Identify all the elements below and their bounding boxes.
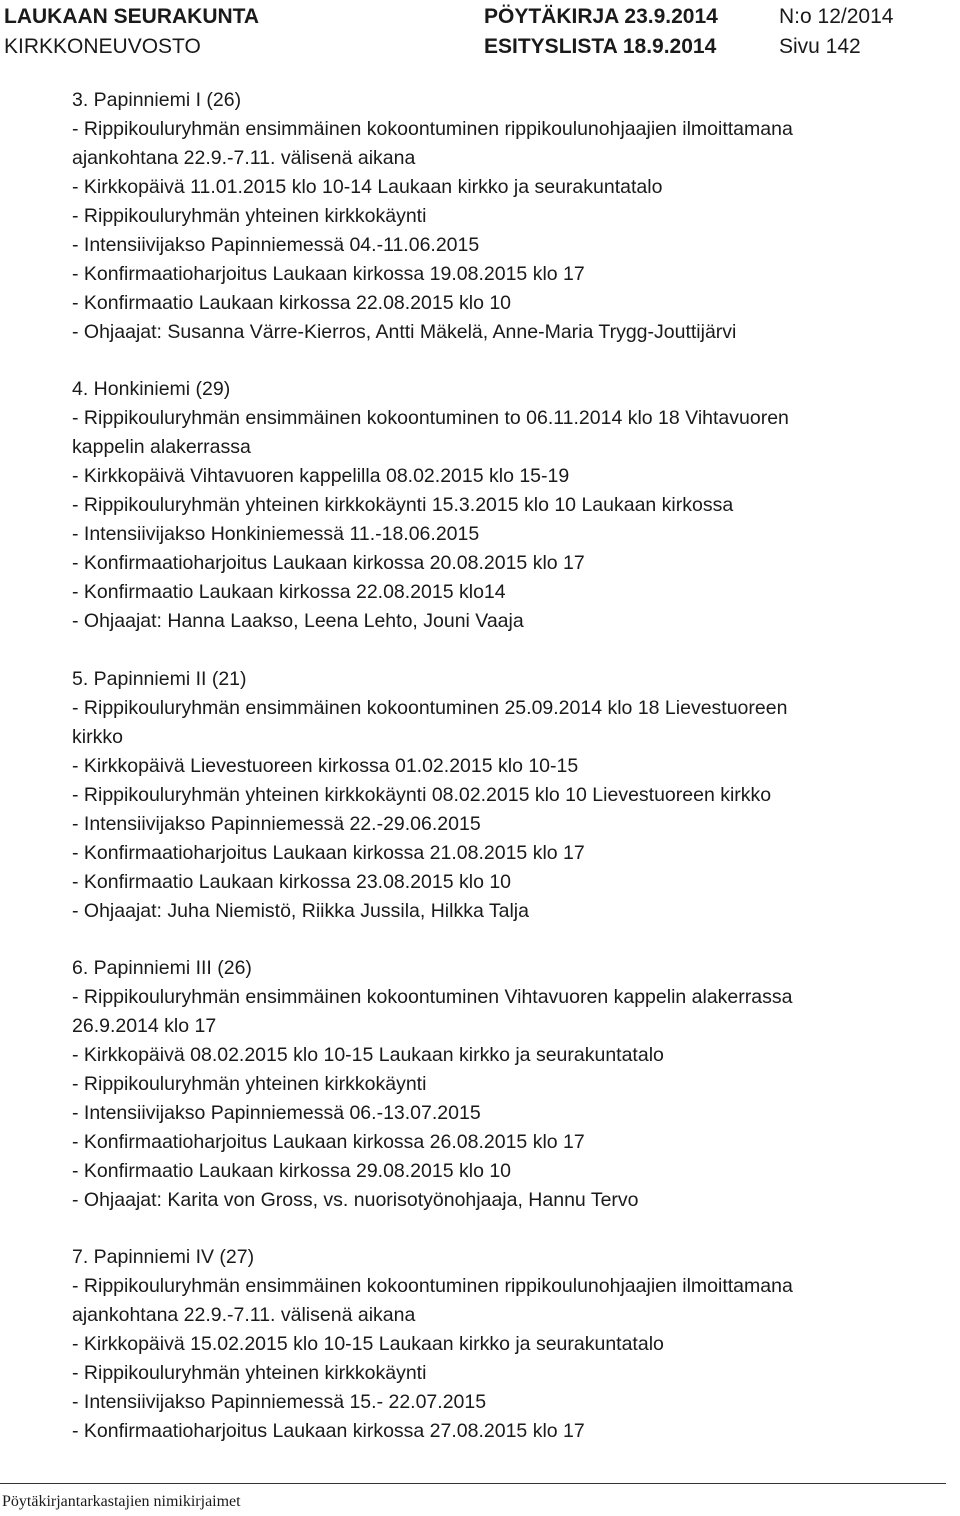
- schedule-line: - Intensiivijakso Papinniemessä 06.-13.07.2015: [72, 1101, 481, 1124]
- confirmation-group-section: [72, 86, 952, 347]
- section-title: 4. Honkiniemi (29): [72, 378, 231, 401]
- schedule-line: - Ohjaajat: Karita von Gross, vs. nuorisotyönohjaaja, Hannu Tervo: [72, 1188, 639, 1211]
- schedule-line: - Intensiivijakso Papinniemessä 15.- 22.07.2015: [72, 1391, 487, 1414]
- schedule-line: - Kirkkopäivä 08.02.2015 klo 10-15 Laukaan kirkko ja seurakuntatalo: [72, 1043, 664, 1066]
- schedule-line: - Rippikouluryhmän yhteinen kirkkokäynti 08.02.2015 klo 10 Lievestuoreen kirkko: [72, 783, 772, 806]
- minutes-date: PÖYTÄKIRJA 23.9.2014: [484, 5, 718, 28]
- section-title: 6. Papinniemi III (26): [72, 956, 252, 979]
- footer-divider: [0, 1483, 946, 1484]
- schedule-line: - Rippikouluryhmän yhteinen kirkkokäynti 15.3.2015 klo 10 Laukaan kirkossa: [72, 494, 734, 517]
- schedule-line: kirkko: [72, 725, 123, 748]
- schedule-line: ajankohtana 22.9.-7.11. välisenä aikana: [72, 147, 416, 169]
- schedule-line: - Rippikouluryhmän ensimmäinen kokoontuminen 25.09.2014 klo 18 Lievestuoreen: [72, 696, 788, 719]
- section-title: 3. Papinniemi I (26): [72, 89, 242, 111]
- schedule-line: - Rippikouluryhmän yhteinen kirkkokäynti: [72, 205, 427, 227]
- schedule-line: - Rippikouluryhmän ensimmäinen kokoontuminen rippikoulunohjaajien ilmoittamana: [72, 118, 793, 140]
- org-name: LAUKAAN SEURAKUNTA: [4, 5, 260, 28]
- agenda-date: ESITYSLISTA 18.9.2014: [484, 35, 717, 58]
- schedule-line: - Ohjaajat: Susanna Värre-Kierros, Antti Mäkelä, Anne-Maria Trygg-Jouttijärvi: [72, 321, 737, 343]
- schedule-line: - Konfirmaatioharjoitus Laukaan kirkossa 21.08.2015 klo 17: [72, 841, 585, 864]
- schedule-line: - Rippikouluryhmän ensimmäinen kokoontuminen Vihtavuoren kappelin alakerrassa: [72, 985, 793, 1008]
- page-header: [0, 0, 960, 66]
- schedule-line: - Ohjaajat: Juha Niemistö, Riikka Jussila, Hilkka Talja: [72, 899, 529, 922]
- schedule-line: - Konfirmaatio Laukaan kirkossa 22.08.2015 klo 10: [72, 292, 512, 314]
- schedule-line: - Intensiivijakso Honkiniemessä 11.-18.06.2015: [72, 523, 480, 546]
- confirmation-group-section: [72, 375, 952, 636]
- schedule-line: kappelin alakerrassa: [72, 436, 251, 459]
- schedule-line: - Kirkkopäivä 11.01.2015 klo 10-14 Laukaan kirkko ja seurakuntatalo: [72, 176, 663, 198]
- schedule-line: - Konfirmaatioharjoitus Laukaan kirkossa 27.08.2015 klo 17: [72, 1420, 585, 1443]
- schedule-line: - Konfirmaatioharjoitus Laukaan kirkossa 26.08.2015 klo 17: [72, 1130, 585, 1153]
- schedule-line: - Rippikouluryhmän ensimmäinen kokoontuminen rippikoulunohjaajien ilmoittamana: [72, 1275, 793, 1298]
- schedule-line: - Ohjaajat: Hanna Laakso, Leena Lehto, Jouni Vaaja: [72, 610, 524, 633]
- schedule-line: - Konfirmaatio Laukaan kirkossa 23.08.2015 klo 10: [72, 870, 512, 893]
- schedule-line: - Konfirmaatioharjoitus Laukaan kirkossa 20.08.2015 klo 17: [72, 552, 585, 575]
- document-number: N:o 12/2014: [779, 5, 894, 28]
- board-name: KIRKKONEUVOSTO: [4, 35, 201, 58]
- footer-initials-label: Pöytäkirjantarkastajien nimikirjaimet: [2, 1493, 241, 1510]
- schedule-line: - Rippikouluryhmän ensimmäinen kokoontuminen to 06.11.2014 klo 18 Vihtavuoren: [72, 407, 789, 430]
- section-title: 5. Papinniemi II (21): [72, 667, 247, 690]
- page-number: Sivu 142: [779, 35, 861, 58]
- schedule-line: - Konfirmaatio Laukaan kirkossa 29.08.2015 klo 10: [72, 1159, 512, 1182]
- schedule-line: - Kirkkopäivä Vihtavuoren kappelilla 08.02.2015 klo 15-19: [72, 465, 570, 488]
- confirmation-group-section: [72, 665, 952, 926]
- schedule-line: - Rippikouluryhmän yhteinen kirkkokäynti: [72, 1362, 427, 1385]
- schedule-line: - Intensiivijakso Papinniemessä 04.-11.06.2015: [72, 234, 480, 256]
- schedule-line: ajankohtana 22.9.-7.11. välisenä aikana: [72, 1304, 416, 1327]
- schedule-line: - Kirkkopäivä 15.02.2015 klo 10-15 Laukaan kirkko ja seurakuntatalo: [72, 1333, 664, 1356]
- schedule-line: - Rippikouluryhmän yhteinen kirkkokäynti: [72, 1072, 427, 1095]
- confirmation-group-section: [72, 1243, 952, 1446]
- schedule-line: 26.9.2014 klo 17: [72, 1014, 217, 1037]
- schedule-line: - Konfirmaatioharjoitus Laukaan kirkossa 19.08.2015 klo 17: [72, 263, 585, 285]
- schedule-line: - Kirkkopäivä Lievestuoreen kirkossa 01.02.2015 klo 10-15: [72, 754, 579, 777]
- confirmation-group-section: [72, 954, 952, 1215]
- document-body: [72, 86, 952, 1446]
- section-title: 7. Papinniemi IV (27): [72, 1246, 255, 1269]
- schedule-line: - Intensiivijakso Papinniemessä 22.-29.06.2015: [72, 812, 481, 835]
- schedule-line: - Konfirmaatio Laukaan kirkossa 22.08.2015 klo14: [72, 581, 506, 604]
